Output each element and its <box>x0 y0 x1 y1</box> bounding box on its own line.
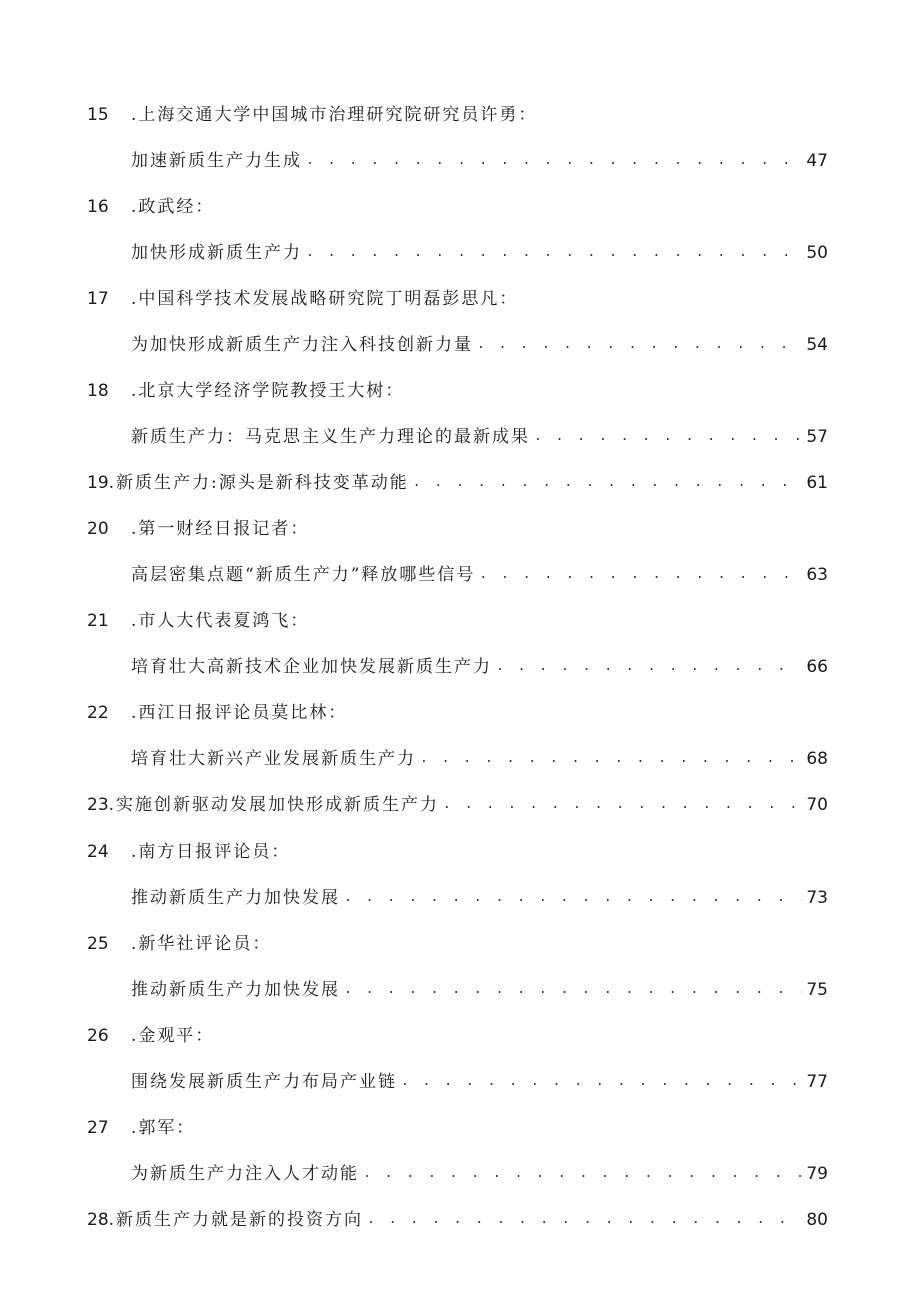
entry-author: .中国科学技术发展战略研究院丁明磊彭思凡： <box>131 289 519 309</box>
entry-number: 19 <box>87 473 109 493</box>
entry-number: 20 <box>87 519 109 539</box>
page-number: 66 <box>806 657 828 677</box>
toc-entry[interactable] <box>87 791 828 819</box>
entry-number: 24 <box>87 842 109 862</box>
dot-leader <box>477 331 802 359</box>
entry-author: .新华社评论员： <box>131 934 272 954</box>
entry-number: 16 <box>87 197 109 217</box>
dot-leader <box>413 469 803 497</box>
page-number: 79 <box>806 1164 828 1184</box>
toc-entry[interactable] <box>131 1160 828 1188</box>
page-number: 50 <box>806 243 828 263</box>
entry-title: 为加快形成新质生产力注入科技创新力量 <box>131 335 473 355</box>
toc-entry[interactable] <box>87 469 828 497</box>
entry-number: 18 <box>87 381 109 401</box>
toc-entry[interactable] <box>87 1206 828 1234</box>
dot-leader <box>363 1160 802 1188</box>
entry-author: .政武经： <box>131 197 215 217</box>
page-number: 75 <box>806 980 828 1000</box>
dot-leader <box>420 745 802 773</box>
entry-author: .上海交通大学中国城市治理研究院研究员许勇： <box>131 105 538 125</box>
toc-entry-heading <box>87 607 847 635</box>
dot-leader <box>367 1206 802 1234</box>
toc-entry[interactable] <box>131 561 828 589</box>
dot-leader <box>401 1068 802 1096</box>
entry-author: .第一财经日报记者： <box>131 519 310 539</box>
entry-title: 推动新质生产力加快发展 <box>131 888 340 908</box>
page-number: 47 <box>806 151 828 171</box>
dot-leader <box>306 239 802 267</box>
toc-entry[interactable] <box>131 1068 828 1096</box>
entry-title: 培育壮大高新技术企业加快发展新质生产力 <box>131 657 492 677</box>
toc-entry-heading <box>87 838 847 866</box>
toc-entry-heading <box>87 1022 847 1050</box>
page-number: 63 <box>806 565 828 585</box>
entry-author: .郭军： <box>131 1118 196 1138</box>
page-number: 61 <box>806 473 828 493</box>
toc-entry[interactable] <box>131 884 828 912</box>
page-number: 80 <box>806 1210 828 1230</box>
toc-entry[interactable] <box>131 976 828 1004</box>
toc-entry[interactable] <box>131 653 828 681</box>
page-number: 57 <box>806 427 828 447</box>
page-number: 54 <box>806 335 828 355</box>
toc-entry-heading <box>87 101 847 129</box>
toc-entry-heading <box>87 377 847 405</box>
entry-title: 加速新质生产力生成 <box>131 151 302 171</box>
toc-entry[interactable] <box>131 147 828 175</box>
entry-number: 21 <box>87 611 109 631</box>
dot-leader <box>443 791 802 819</box>
entry-number: 17 <box>87 289 109 309</box>
page-number: 73 <box>806 888 828 908</box>
entry-author: .金观平： <box>131 1026 215 1046</box>
dot-leader <box>534 423 802 451</box>
entry-title: 为新质生产力注入人才动能 <box>131 1164 359 1184</box>
toc-entry[interactable] <box>131 423 828 451</box>
entry-title: .实施创新驱动发展加快形成新质生产力 <box>108 795 440 815</box>
dot-leader <box>306 147 802 175</box>
entry-author: .北京大学经济学院教授王大树： <box>131 381 405 401</box>
entry-title: 高层密集点题“新质生产力”释放哪些信号 <box>131 565 476 585</box>
entry-title: 围绕发展新质生产力布局产业链 <box>131 1072 397 1092</box>
entry-title: 培育壮大新兴产业发展新质生产力 <box>131 749 416 769</box>
entry-number: 27 <box>87 1118 109 1138</box>
entry-title: 新质生产力：马克思主义生产力理论的最新成果 <box>131 427 530 447</box>
entry-number: 28 <box>87 1210 109 1230</box>
toc-entry[interactable] <box>131 745 828 773</box>
dot-leader <box>479 561 802 589</box>
toc-entry-heading <box>87 193 847 221</box>
toc-entry-heading <box>87 515 847 543</box>
toc-entry-heading <box>87 1114 847 1142</box>
entry-title: .新质生产力:源头是新科技变革动能 <box>108 473 409 493</box>
entry-author: .市人大代表夏鸿飞： <box>131 611 310 631</box>
page-number: 70 <box>806 795 828 815</box>
toc-entry[interactable] <box>131 239 828 267</box>
page-number: 68 <box>806 749 828 769</box>
page-number: 77 <box>806 1072 828 1092</box>
toc-entry-heading <box>87 930 847 958</box>
toc-entry-heading <box>87 699 847 727</box>
entry-number: 22 <box>87 703 109 723</box>
entry-number: 15 <box>87 105 109 125</box>
dot-leader <box>496 653 802 681</box>
toc-entry-heading <box>87 285 847 313</box>
dot-leader <box>344 884 802 912</box>
entry-title: .新质生产力就是新的投资方向 <box>108 1210 364 1230</box>
entry-title: 推动新质生产力加快发展 <box>131 980 340 1000</box>
entry-title: 加快形成新质生产力 <box>131 243 302 263</box>
entry-number: 23 <box>87 795 109 815</box>
entry-number: 26 <box>87 1026 109 1046</box>
dot-leader <box>344 976 802 1004</box>
entry-author: .西江日报评论员莫比林： <box>131 703 348 723</box>
toc-entry[interactable] <box>131 331 828 359</box>
entry-number: 25 <box>87 934 109 954</box>
entry-author: .南方日报评论员： <box>131 842 291 862</box>
